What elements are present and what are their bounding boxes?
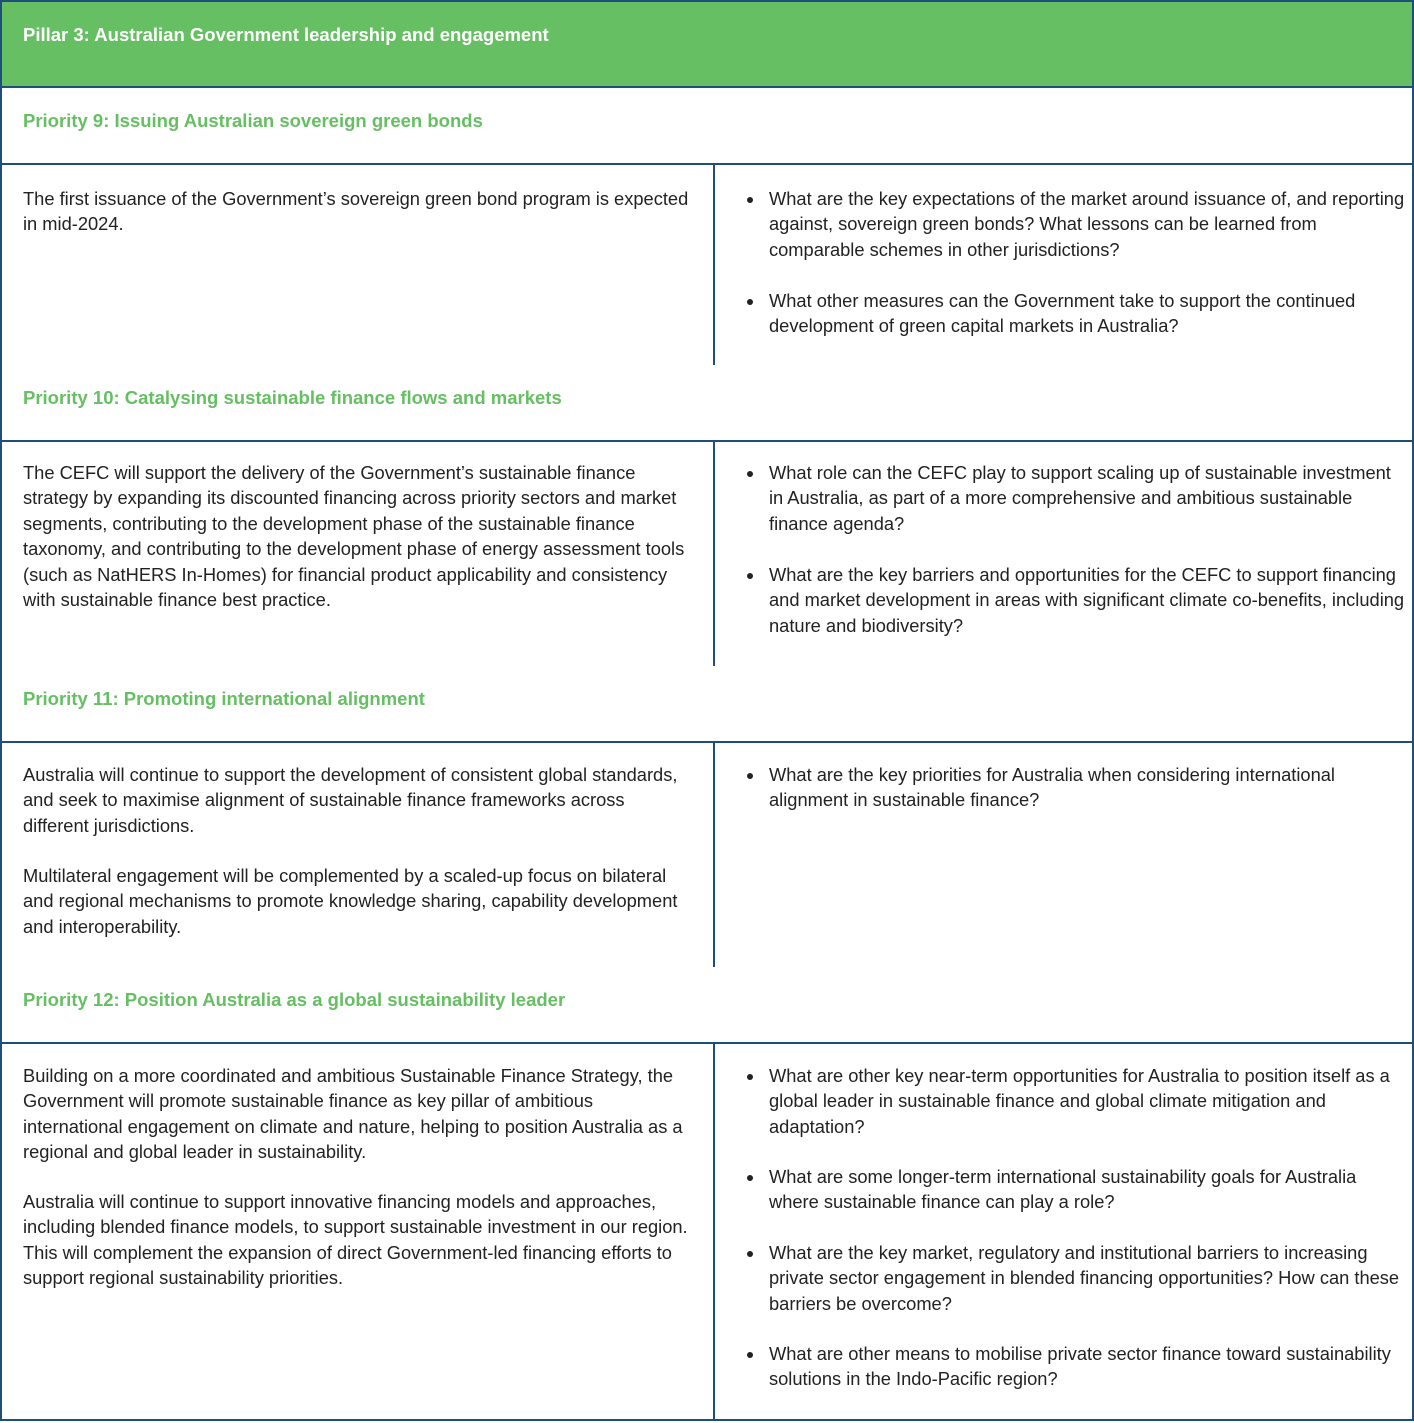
description-paragraph: Australia will continue to support innovative financing models and approaches, including blended finance models, to support sustainable investment in our region. This will complement the expansion of direct Government-led financing efforts to support regional sustainability priorities.: [23, 1191, 688, 1289]
question-item: [769, 762, 1409, 813]
priority-12-description: [2, 1042, 715, 1421]
priority-10-description: [2, 440, 715, 666]
bullet-icon: [747, 1074, 753, 1080]
priority-9-description: [2, 165, 715, 365]
priority-10-body: [2, 440, 1412, 668]
question-text: What are some longer-term international sustainability goals for Australia where sustainable finance can play a role?: [769, 1166, 1357, 1213]
question-item: [769, 1063, 1409, 1139]
question-text: What are other key near-term opportunities for Australia to position itself as a global leader in sustainable finance and global climate mitigation and adaptation?: [769, 1065, 1390, 1137]
priority-10-questions: [715, 440, 1412, 666]
bullet-icon: [747, 1251, 753, 1257]
question-item: [769, 288, 1409, 339]
bullet-icon: [747, 299, 753, 305]
priority-title: Priority 12: Position Australia as a global sustainability leader: [23, 989, 566, 1010]
description-paragraph: Australia will continue to support the development of consistent global standards, and seek to maximise alignment of sustainable finance frameworks across different jurisdictions.: [23, 764, 678, 836]
question-text: What are other means to mobilise private sector finance toward sustainability solutions in the Indo-Pacific region?: [769, 1343, 1391, 1390]
question-text: What other measures can the Government take to support the continued development of green capital markets in Australia?: [769, 290, 1356, 337]
question-text: What are the key expectations of the market around issuance of, and reporting against, sovereign green bonds? What lessons can be learned from comparable schemes in other jurisdictions?: [769, 188, 1405, 260]
priority-10-header: [2, 365, 1412, 442]
description-paragraph: Multilateral engagement will be complemented by a scaled-up focus on bilateral and regional mechanisms to promote knowledge sharing, capability development and interoperability.: [23, 865, 678, 937]
question-item: [769, 1341, 1409, 1392]
question-item: [769, 562, 1409, 638]
priority-9-header: [2, 88, 1412, 165]
question-item: [769, 460, 1409, 536]
bullet-icon: [747, 1175, 753, 1181]
question-item: [769, 1164, 1409, 1215]
priority-title: Priority 9: Issuing Australian sovereign green bonds: [23, 110, 483, 131]
priority-11-description: [2, 741, 715, 967]
question-text: What are the key barriers and opportunities for the CEFC to support financing and market development in areas with significant climate co-benefits, including nature and biodiversity?: [769, 564, 1405, 636]
bullet-icon: [747, 471, 753, 477]
priority-12-questions: [715, 1042, 1412, 1421]
priority-11-body: [2, 741, 1412, 969]
pillar-title: Pillar 3: Australian Government leadership and engagement: [23, 24, 549, 45]
question-text: What role can the CEFC play to support scaling up of sustainable investment in Australia, as part of a more comprehensive and ambitious sustainable finance agenda?: [769, 462, 1391, 534]
question-text: What are the key priorities for Australia when considering international alignment in sustainable finance?: [769, 764, 1335, 811]
bullet-icon: [747, 573, 753, 579]
priority-11-questions: [715, 741, 1412, 967]
pillar-header: [2, 2, 1412, 88]
question-text: What are the key market, regulatory and institutional barriers to increasing private sector engagement in blended financing opportunities? How can these barriers be overcome?: [769, 1242, 1400, 1314]
bullet-icon: [747, 197, 753, 203]
priority-title: Priority 10: Catalysing sustainable finance flows and markets: [23, 387, 562, 408]
bullet-icon: [747, 773, 753, 779]
question-item: [769, 1240, 1409, 1316]
description-paragraph: The first issuance of the Government’s sovereign green bond program is expected in mid-2024.: [23, 188, 689, 235]
question-item: [769, 186, 1409, 262]
priority-12-body: [2, 1042, 1412, 1421]
priority-title: Priority 11: Promoting international alignment: [23, 688, 425, 709]
priority-9-questions: [715, 165, 1412, 365]
priority-9-body: [2, 165, 1412, 367]
priority-11-header: [2, 666, 1412, 743]
priority-12-header: [2, 967, 1412, 1044]
bullet-icon: [747, 1352, 753, 1358]
description-paragraph: Building on a more coordinated and ambitious Sustainable Finance Strategy, the Government will promote sustainable finance as key pillar of ambitious international engagement on climate and nature, helping to position Australia as a regional and global leader in sustainability.: [23, 1065, 683, 1163]
description-paragraph: The CEFC will support the delivery of the Government’s sustainable finance strategy by expanding its discounted financing across priority sectors and market segments, contributing to the development phase of the sustainable finance taxonomy, and contributing to the development phase of energy assessment tools (such as NatHERS In-Homes) for financial product applicability and consistency with sustainable finance best practice.: [23, 462, 685, 611]
